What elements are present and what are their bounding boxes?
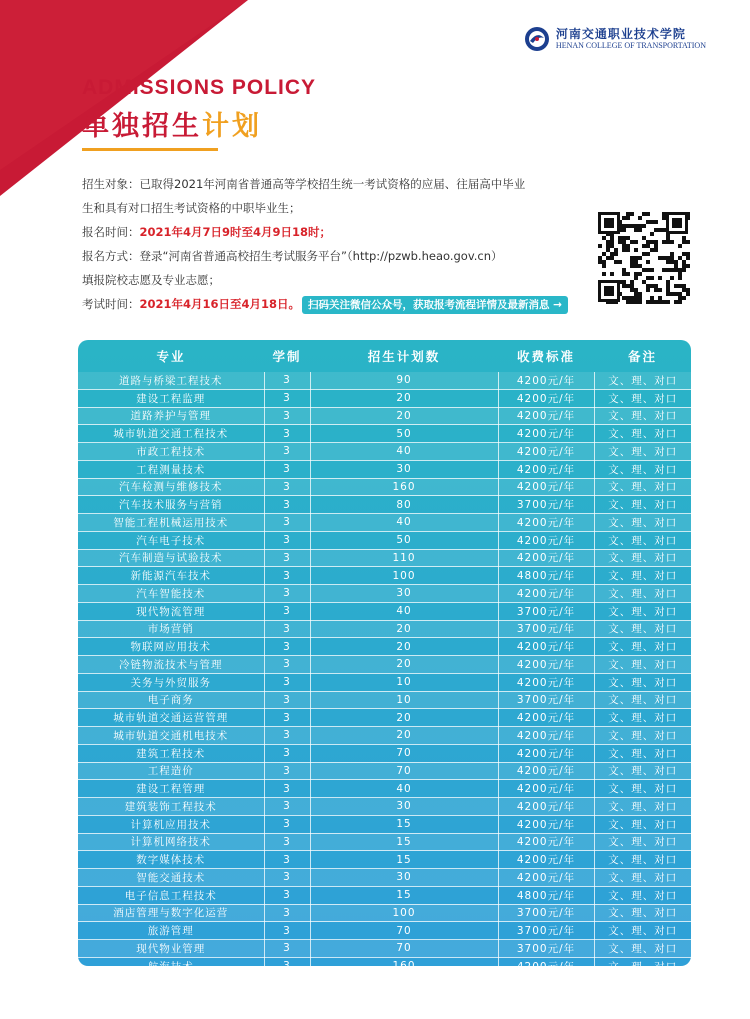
title-chinese-part1: 单独招生 <box>82 111 202 142</box>
quota-cell: 10 <box>310 691 498 709</box>
duration-cell: 3 <box>264 460 310 478</box>
quota-cell: 15 <box>310 851 498 869</box>
duration-cell: 3 <box>264 762 310 780</box>
fee-cell: 4200元/年 <box>498 833 594 851</box>
major-cell: 建设工程监理 <box>78 389 264 407</box>
duration-cell: 3 <box>264 869 310 887</box>
remarks-cell: 文、理、对口 <box>594 922 691 940</box>
corner-decoration <box>0 0 260 200</box>
quota-cell: 110 <box>310 549 498 567</box>
major-cell: 计算机网络技术 <box>78 833 264 851</box>
remarks-cell: 文、理、对口 <box>594 904 691 922</box>
exam-time-value: 2021年4月16日至4月18日。 <box>139 297 301 311</box>
fee-cell: 4200元/年 <box>498 425 594 443</box>
table-row <box>78 531 691 549</box>
major-cell: 城市轨道交通工程技术 <box>78 425 264 443</box>
quota-cell: 10 <box>310 673 498 691</box>
duration-cell: 3 <box>264 443 310 461</box>
quota-cell: 40 <box>310 443 498 461</box>
major-cell: 建筑工程技术 <box>78 744 264 762</box>
quota-cell: 15 <box>310 886 498 904</box>
qr-hint-badge: 扫码关注微信公众号，获取报考流程详情及最新消息 → <box>302 296 568 314</box>
duration-cell: 3 <box>264 780 310 798</box>
major-cell: 汽车制造与试验技术 <box>78 549 264 567</box>
major-cell: 汽车电子技术 <box>78 531 264 549</box>
major-cell: 现代物业管理 <box>78 940 264 958</box>
major-cell: 汽车检测与维修技术 <box>78 478 264 496</box>
table-row <box>78 602 691 620</box>
fee-cell: 4200元/年 <box>498 407 594 425</box>
duration-cell: 3 <box>264 815 310 833</box>
fee-cell: 4200元/年 <box>498 869 594 887</box>
fee-cell: 3700元/年 <box>498 496 594 514</box>
duration-cell: 3 <box>264 620 310 638</box>
table-row <box>78 957 691 975</box>
major-cell: 电子信息工程技术 <box>78 886 264 904</box>
quota-cell: 160 <box>310 957 498 975</box>
duration-cell: 3 <box>264 656 310 674</box>
duration-cell: 3 <box>264 638 310 656</box>
title-chinese <box>82 104 262 143</box>
quota-cell: 40 <box>310 602 498 620</box>
table-row <box>78 940 691 958</box>
header-quota: 招生计划数 <box>367 349 441 364</box>
duration-cell: 3 <box>264 904 310 922</box>
table-row <box>78 673 691 691</box>
fee-cell: 4200元/年 <box>498 815 594 833</box>
fee-cell: 4200元/年 <box>498 478 594 496</box>
remarks-cell: 文、理、对口 <box>594 869 691 887</box>
duration-cell: 3 <box>264 851 310 869</box>
major-cell: 新能源汽车技术 <box>78 567 264 585</box>
duration-cell: 3 <box>264 496 310 514</box>
duration-cell: 3 <box>264 940 310 958</box>
remarks-cell: 文、理、对口 <box>594 673 691 691</box>
duration-cell: 3 <box>264 602 310 620</box>
fee-cell: 4200元/年 <box>498 762 594 780</box>
header-duration: 学制 <box>272 349 302 364</box>
fee-cell: 4200元/年 <box>498 585 594 603</box>
table-row <box>78 833 691 851</box>
target-line-2: 生和具有对口招生考试资格的中职毕业生； <box>82 201 301 215</box>
table-row <box>78 975 691 993</box>
registration-method-line-2: 填报院校志愿及专业志愿； <box>82 273 220 287</box>
major-cell: 计算机应用技术 <box>78 815 264 833</box>
remarks-cell: 文、理、对口 <box>594 389 691 407</box>
fee-cell: 4200元/年 <box>498 851 594 869</box>
duration-cell: 3 <box>264 372 310 389</box>
admission-info <box>82 172 592 316</box>
table-row <box>78 549 691 567</box>
major-cell: 航海技术 <box>78 957 264 975</box>
duration-cell: 3 <box>264 975 310 993</box>
remarks-cell: 文、理、对口 <box>594 514 691 532</box>
quota-cell: 20 <box>310 389 498 407</box>
remarks-cell: 文、理、对口 <box>594 531 691 549</box>
duration-cell: 3 <box>264 727 310 745</box>
major-cell: 城市轨道交通运营管理 <box>78 709 264 727</box>
registration-time <box>82 220 592 244</box>
title-english: ADMISSIONS POLICY <box>82 76 317 99</box>
major-cell: 工程造价 <box>78 762 264 780</box>
table-row <box>78 886 691 904</box>
remarks-cell: 文、理、对口 <box>594 851 691 869</box>
major-cell: 现代物流管理 <box>78 602 264 620</box>
quota-cell: 100 <box>310 904 498 922</box>
table-row <box>78 656 691 674</box>
table-row <box>78 425 691 443</box>
quota-cell: 30 <box>310 460 498 478</box>
remarks-cell: 文、理、对口 <box>594 727 691 745</box>
admissions-table-container <box>78 340 691 991</box>
quota-cell: 20 <box>310 407 498 425</box>
remarks-cell: 文、理、对口 <box>594 372 691 389</box>
table-row <box>78 851 691 869</box>
quota-cell: 15 <box>310 833 498 851</box>
table-row <box>78 372 691 389</box>
major-cell: 建设工程管理 <box>78 780 264 798</box>
remarks-cell: 文、理、对口 <box>594 815 691 833</box>
table-row <box>78 585 691 603</box>
duration-cell: 3 <box>264 407 310 425</box>
remarks-cell: 文、理、对口 <box>594 567 691 585</box>
major-cell: 旅游管理 <box>78 922 264 940</box>
table-row <box>78 638 691 656</box>
fee-cell: 4200元/年 <box>498 798 594 816</box>
table-row <box>78 691 691 709</box>
major-cell: 城市轨道交通机电技术 <box>78 727 264 745</box>
remarks-cell: 文、理、对口 <box>594 975 691 993</box>
fee-cell: 4200元/年 <box>498 673 594 691</box>
table-row <box>78 762 691 780</box>
table-row <box>78 514 691 532</box>
registration-time-value: 2021年4月7日9时至4月9日18时； <box>139 225 332 239</box>
table-header-row <box>78 340 691 372</box>
fee-cell: 4200元/年 <box>498 514 594 532</box>
quota-cell: 20 <box>310 620 498 638</box>
table-row <box>78 460 691 478</box>
duration-cell: 3 <box>264 709 310 727</box>
major-cell: 电子商务 <box>78 691 264 709</box>
remarks-cell: 文、理、对口 <box>594 691 691 709</box>
table-row <box>78 478 691 496</box>
table-row <box>78 744 691 762</box>
duration-cell: 3 <box>264 922 310 940</box>
remarks-cell: 文、理、对口 <box>594 940 691 958</box>
fee-cell: 4200元/年 <box>498 549 594 567</box>
quota-cell: 20 <box>310 656 498 674</box>
remarks-cell: 文、理、对口 <box>594 407 691 425</box>
fee-cell: 4800元/年 <box>498 567 594 585</box>
fee-cell: 4200元/年 <box>498 744 594 762</box>
fee-cell: 4200元/年 <box>498 975 594 993</box>
table-row <box>78 620 691 638</box>
duration-cell: 3 <box>264 886 310 904</box>
duration-cell: 3 <box>264 691 310 709</box>
major-cell: 市政工程技术 <box>78 443 264 461</box>
fee-cell: 4200元/年 <box>498 709 594 727</box>
major-cell: 工程测量技术 <box>78 460 264 478</box>
quota-cell: 90 <box>310 372 498 389</box>
duration-cell: 3 <box>264 549 310 567</box>
quota-cell: 70 <box>310 940 498 958</box>
fee-cell: 4200元/年 <box>498 389 594 407</box>
fee-cell: 4200元/年 <box>498 780 594 798</box>
quota-cell: 30 <box>310 585 498 603</box>
fee-cell: 4200元/年 <box>498 638 594 656</box>
registration-time-label: 报名时间： <box>82 225 140 239</box>
quota-cell: 70 <box>310 922 498 940</box>
logo-chinese-name: 河南交通职业技术学院 <box>555 27 686 41</box>
duration-cell: 3 <box>264 389 310 407</box>
major-cell: 汽车智能技术 <box>78 585 264 603</box>
fee-cell: 3700元/年 <box>498 691 594 709</box>
major-cell: 关务与外贸服务 <box>78 673 264 691</box>
duration-cell: 3 <box>264 957 310 975</box>
quota-cell: 120 <box>310 975 498 993</box>
remarks-cell: 文、理、对口 <box>594 656 691 674</box>
quota-cell: 70 <box>310 744 498 762</box>
header-remarks: 备注 <box>627 349 657 364</box>
table-row <box>78 815 691 833</box>
table-row <box>78 496 691 514</box>
duration-cell: 3 <box>264 585 310 603</box>
remarks-cell: 文、理、对口 <box>594 762 691 780</box>
quota-cell: 30 <box>310 869 498 887</box>
remarks-cell: 文、理、对口 <box>594 585 691 603</box>
fee-cell: 4200元/年 <box>498 460 594 478</box>
major-cell: 智能交通技术 <box>78 869 264 887</box>
quota-cell: 70 <box>310 762 498 780</box>
major-cell: 道路与桥梁工程技术 <box>78 372 264 389</box>
remarks-cell: 文、理、对口 <box>594 425 691 443</box>
table-row <box>78 780 691 798</box>
table-row <box>78 443 691 461</box>
duration-cell: 3 <box>264 478 310 496</box>
quota-cell: 20 <box>310 709 498 727</box>
table-row <box>78 709 691 727</box>
major-cell: 道路养护与管理 <box>78 407 264 425</box>
qr-code-icon[interactable] <box>596 210 690 304</box>
major-cell: 市场营销 <box>78 620 264 638</box>
remarks-cell: 文、理、对口 <box>594 957 691 975</box>
table-row <box>78 727 691 745</box>
major-cell: 智能工程机械运用技术 <box>78 514 264 532</box>
major-cell: 数字媒体技术 <box>78 851 264 869</box>
admissions-table <box>78 340 691 993</box>
major-cell: 轮机工程技术 <box>78 975 264 993</box>
college-logo <box>524 26 706 52</box>
table-row <box>78 389 691 407</box>
quota-cell: 20 <box>310 638 498 656</box>
remarks-cell: 文、理、对口 <box>594 549 691 567</box>
quota-cell: 15 <box>310 815 498 833</box>
fee-cell: 4200元/年 <box>498 957 594 975</box>
fee-cell: 4200元/年 <box>498 372 594 389</box>
major-cell: 物联网应用技术 <box>78 638 264 656</box>
exam-time-label: 考试时间： <box>82 297 140 311</box>
quota-cell: 50 <box>310 531 498 549</box>
title-underline <box>82 148 218 151</box>
fee-cell: 4200元/年 <box>498 727 594 745</box>
target-line-1: 招生对象：已取得2021年河南省普通高等学校招生统一考试资格的应届、往届高中毕业 <box>82 177 526 191</box>
quota-cell: 80 <box>310 496 498 514</box>
major-cell: 冷链物流技术与管理 <box>78 656 264 674</box>
fee-cell: 3700元/年 <box>498 602 594 620</box>
remarks-cell: 文、理、对口 <box>594 744 691 762</box>
quota-cell: 50 <box>310 425 498 443</box>
quota-cell: 40 <box>310 514 498 532</box>
duration-cell: 3 <box>264 798 310 816</box>
table-row <box>78 922 691 940</box>
duration-cell: 3 <box>264 514 310 532</box>
remarks-cell: 文、理、对口 <box>594 638 691 656</box>
quota-cell: 20 <box>310 727 498 745</box>
remarks-cell: 文、理、对口 <box>594 496 691 514</box>
fee-cell: 3700元/年 <box>498 620 594 638</box>
logo-english-name: HENAN COLLEGE OF TRANSPORTATION <box>555 41 706 50</box>
duration-cell: 3 <box>264 531 310 549</box>
duration-cell: 3 <box>264 425 310 443</box>
table-row <box>78 869 691 887</box>
fee-cell: 3700元/年 <box>498 922 594 940</box>
quota-cell: 40 <box>310 780 498 798</box>
duration-cell: 3 <box>264 833 310 851</box>
duration-cell: 3 <box>264 673 310 691</box>
quota-cell: 30 <box>310 798 498 816</box>
fee-cell: 3700元/年 <box>498 904 594 922</box>
quota-cell: 100 <box>310 567 498 585</box>
major-cell: 酒店管理与数字化运营 <box>78 904 264 922</box>
remarks-cell: 文、理、对口 <box>594 798 691 816</box>
remarks-cell: 文、理、对口 <box>594 620 691 638</box>
remarks-cell: 文、理、对口 <box>594 780 691 798</box>
remarks-cell: 文、理、对口 <box>594 602 691 620</box>
duration-cell: 3 <box>264 744 310 762</box>
table-row <box>78 798 691 816</box>
fee-cell: 4200元/年 <box>498 443 594 461</box>
fee-cell: 4200元/年 <box>498 656 594 674</box>
table-row <box>78 407 691 425</box>
table-row <box>78 567 691 585</box>
title-chinese-part2: 计划 <box>202 111 262 142</box>
major-cell: 汽车技术服务与营销 <box>78 496 264 514</box>
remarks-cell: 文、理、对口 <box>594 709 691 727</box>
remarks-cell: 文、理、对口 <box>594 833 691 851</box>
remarks-cell: 文、理、对口 <box>594 460 691 478</box>
quota-cell: 160 <box>310 478 498 496</box>
remarks-cell: 文、理、对口 <box>594 443 691 461</box>
exam-time <box>82 292 592 316</box>
table-row <box>78 904 691 922</box>
fee-cell: 3700元/年 <box>498 940 594 958</box>
remarks-cell: 文、理、对口 <box>594 478 691 496</box>
header-fee: 收费标准 <box>516 349 575 364</box>
duration-cell: 3 <box>264 567 310 585</box>
registration-method-line-1: 报名方式：登录“河南省普通高校招生考试服务平台”（http://pzwb.heao.gov.cn） <box>82 249 503 263</box>
major-cell: 建筑装饰工程技术 <box>78 798 264 816</box>
fee-cell: 4200元/年 <box>498 531 594 549</box>
college-emblem-icon <box>524 26 550 52</box>
fee-cell: 4800元/年 <box>498 886 594 904</box>
remarks-cell: 文、理、对口 <box>594 886 691 904</box>
header-major: 专业 <box>156 349 186 364</box>
